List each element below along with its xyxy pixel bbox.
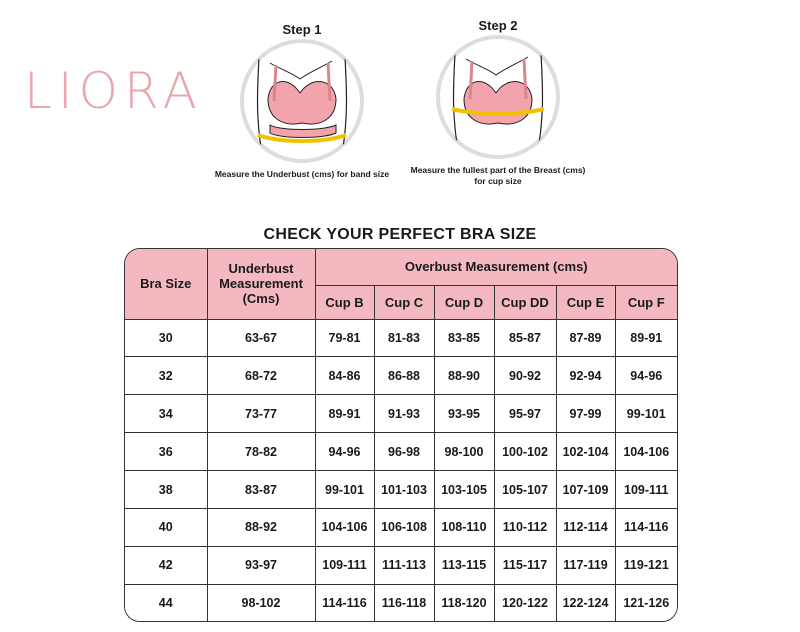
overbust-cell: 94-96 [315, 433, 374, 471]
overbust-cell: 110-112 [494, 509, 556, 547]
overbust-cell: 109-111 [615, 471, 677, 509]
overbust-cell: 100-102 [494, 433, 556, 471]
overbust-cell: 104-106 [615, 433, 677, 471]
cup-header: Cup B [315, 285, 374, 319]
overbust-cell: 95-97 [494, 395, 556, 433]
underbust-cell: 68-72 [207, 357, 315, 395]
underbust-cell: 78-82 [207, 433, 315, 471]
bra-size-cell: 32 [125, 357, 207, 395]
overbust-header: Overbust Measurement (cms) [315, 249, 677, 285]
overbust-cell: 89-91 [615, 319, 677, 357]
step-1 [212, 22, 392, 180]
overbust-cell: 107-109 [556, 471, 615, 509]
bra-size-cell: 40 [125, 509, 207, 547]
overbust-cell: 105-107 [494, 471, 556, 509]
overbust-cell: 104-106 [315, 509, 374, 547]
overbust-cell: 85-87 [494, 319, 556, 357]
overbust-cell: 88-90 [434, 357, 494, 395]
overbust-cell: 102-104 [556, 433, 615, 471]
overbust-cell: 121-126 [615, 584, 677, 621]
overbust-cell: 119-121 [615, 546, 677, 584]
overbust-cell: 116-118 [374, 584, 434, 621]
cup-header: Cup E [556, 285, 615, 319]
table-row [125, 546, 677, 584]
cup-header: Cup C [374, 285, 434, 319]
overbust-cell: 89-91 [315, 395, 374, 433]
overbust-cell: 97-99 [556, 395, 615, 433]
underbust-cell: 73-77 [207, 395, 315, 433]
overbust-cell: 120-122 [494, 584, 556, 621]
underbust-measure-illustration [240, 39, 364, 163]
overbust-cell: 79-81 [315, 319, 374, 357]
underbust-cell: 83-87 [207, 471, 315, 509]
overbust-cell: 86-88 [374, 357, 434, 395]
overbust-cell: 114-116 [615, 509, 677, 547]
step-1-caption: Measure the Underbust (cms) for band size [214, 169, 390, 179]
overbust-cell: 115-117 [494, 546, 556, 584]
overbust-cell: 108-110 [434, 509, 494, 547]
overbust-cell: 113-115 [434, 546, 494, 584]
overbust-measure-illustration [436, 35, 560, 159]
overbust-cell: 94-96 [615, 357, 677, 395]
underbust-cell: 63-67 [207, 319, 315, 357]
cup-header: Cup F [615, 285, 677, 319]
overbust-cell: 122-124 [556, 584, 615, 621]
overbust-cell: 92-94 [556, 357, 615, 395]
underbust-cell: 93-97 [207, 546, 315, 584]
size-chart-table [124, 248, 678, 622]
table-row [125, 584, 677, 621]
table-row [125, 471, 677, 509]
bra-size-header: Bra Size [125, 249, 207, 319]
overbust-cell: 118-120 [434, 584, 494, 621]
overbust-cell: 90-92 [494, 357, 556, 395]
step-1-title: Step 1 [282, 22, 322, 37]
bra-size-cell: 38 [125, 471, 207, 509]
bra-size-cell: 42 [125, 546, 207, 584]
bra-size-cell: 34 [125, 395, 207, 433]
bra-size-cell: 36 [125, 433, 207, 471]
step-2-title: Step 2 [478, 18, 518, 33]
underbust-cell: 88-92 [207, 509, 315, 547]
overbust-cell: 93-95 [434, 395, 494, 433]
overbust-cell: 112-114 [556, 509, 615, 547]
table-row [125, 395, 677, 433]
table-row [125, 357, 677, 395]
overbust-cell: 103-105 [434, 471, 494, 509]
overbust-cell: 114-116 [315, 584, 374, 621]
overbust-cell: 111-113 [374, 546, 434, 584]
overbust-cell: 101-103 [374, 471, 434, 509]
underbust-cell: 98-102 [207, 584, 315, 621]
overbust-cell: 106-108 [374, 509, 434, 547]
overbust-cell: 81-83 [374, 319, 434, 357]
overbust-cell: 117-119 [556, 546, 615, 584]
overbust-cell: 83-85 [434, 319, 494, 357]
size-chart-title: CHECK YOUR PERFECT BRA SIZE [263, 226, 537, 243]
overbust-cell: 98-100 [434, 433, 494, 471]
overbust-cell: 84-86 [315, 357, 374, 395]
brand-logo: LIORA [24, 62, 203, 120]
table-row [125, 433, 677, 471]
overbust-cell: 87-89 [556, 319, 615, 357]
overbust-cell: 109-111 [315, 546, 374, 584]
cup-header: Cup DD [494, 285, 556, 319]
overbust-cell: 99-101 [315, 471, 374, 509]
bra-size-cell: 30 [125, 319, 207, 357]
overbust-cell: 91-93 [374, 395, 434, 433]
underbust-header: Underbust Measurement (Cms) [207, 249, 315, 319]
bra-size-cell: 44 [125, 584, 207, 621]
table-row [125, 319, 677, 357]
step-2 [408, 18, 588, 187]
overbust-cell: 96-98 [374, 433, 434, 471]
step-2-caption: Measure the fullest part of the Breast (cms) for cup size [410, 165, 586, 186]
table-row [125, 509, 677, 547]
overbust-cell: 99-101 [615, 395, 677, 433]
cup-header: Cup D [434, 285, 494, 319]
